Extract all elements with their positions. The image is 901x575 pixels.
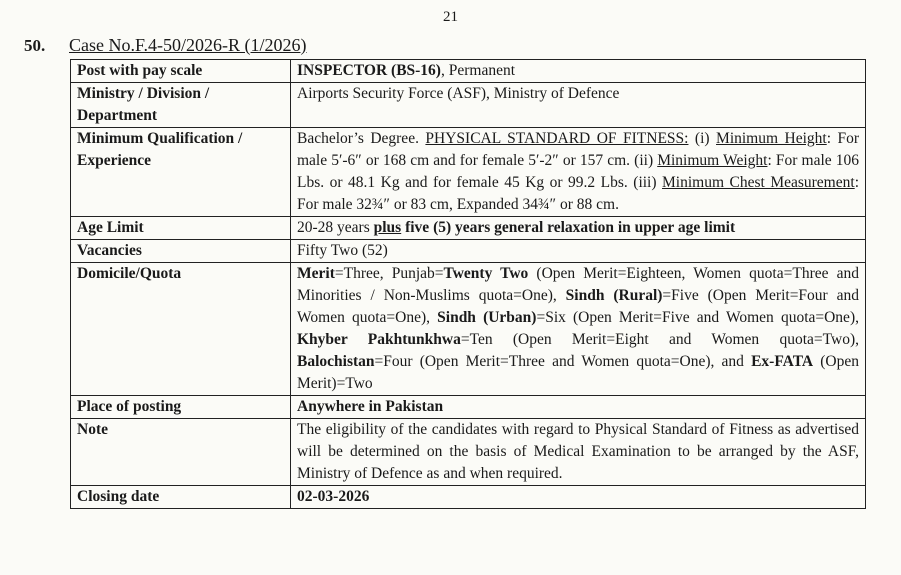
- domicile-segment: =Four (Open Merit=Three and Women quota=One), and: [374, 353, 752, 370]
- closing-label: Closing date: [71, 486, 291, 509]
- table-row: [71, 128, 866, 217]
- height-text: : For male 5′-6″ or 168 cm and for female 5′-2″ or 157 cm. (ii): [297, 130, 860, 169]
- domicile-segment: (Open Merit=Eighteen, Women quota=Three and Minorities / Non-Muslims quota=One),: [297, 265, 859, 304]
- domicile-segment: Merit: [297, 265, 335, 282]
- qualification-value: [291, 128, 866, 217]
- domicile-segment: =Ten (Open Merit=Eight and Women quota=Two),: [460, 331, 859, 348]
- weight-text: : For male 106 Lbs. or 48.1 Kg and for female 45 Kg or 99.2 Lbs. (iii): [297, 152, 860, 191]
- table-row: [71, 419, 866, 486]
- table-row: [71, 263, 866, 396]
- weight-label: Minimum Weight: [657, 152, 768, 169]
- domicile-segment: =Three, Punjab=: [334, 265, 444, 282]
- post-value: [291, 60, 866, 83]
- case-number: 50.: [24, 36, 46, 55]
- ministry-label: Ministry / Division / Department: [71, 83, 291, 128]
- qualification-label: Minimum Qualification / Experience: [71, 128, 291, 217]
- domicile-segment: Ex-FATA: [751, 353, 814, 370]
- note-value: The eligibility of the candidates with regard to Physical Standard of Fitness as advertised will be determined on the basis of Medical Examination to be arranged by the ASF, Ministry of Defence as and when required.: [291, 419, 866, 486]
- vacancies-label: Vacancies: [71, 240, 291, 263]
- ministry-value: Airports Security Force (ASF), Ministry of Defence: [291, 83, 866, 128]
- vacancies-value: Fifty Two (52): [291, 240, 866, 263]
- case-title: Case No.F.4-50/2026-R (1/2026): [69, 35, 307, 55]
- post-label: Post with pay scale: [71, 60, 291, 83]
- domicile-label: Domicile/Quota: [71, 263, 291, 396]
- age-value: [291, 217, 866, 240]
- closing-value: 02-03-2026: [291, 486, 866, 509]
- page-number: 21: [443, 9, 458, 25]
- domicile-value: [291, 263, 866, 396]
- fitness-part1: (i): [688, 130, 717, 147]
- posting-value: Anywhere in Pakistan: [291, 396, 866, 419]
- fitness-title: PHYSICAL STANDARD OF FITNESS:: [425, 130, 689, 147]
- table-row: [71, 60, 866, 83]
- post-title: INSPECTOR (BS-16): [297, 62, 441, 79]
- domicile-segment: Sindh (Rural): [565, 287, 663, 304]
- domicile-segment: Twenty Two: [443, 265, 529, 282]
- domicile-segment: (Open Merit)=Two: [297, 353, 859, 392]
- table-row: [71, 240, 866, 263]
- note-label: Note: [71, 419, 291, 486]
- age-part2: five (5) years general relaxation in upper age limit: [401, 219, 736, 236]
- table-row: [71, 217, 866, 240]
- posting-label: Place of posting: [71, 396, 291, 419]
- post-suffix: , Permanent: [440, 62, 516, 79]
- degree-text: Bachelor’s Degree.: [297, 130, 426, 147]
- height-label: Minimum Height: [716, 130, 827, 147]
- domicile-segment: Khyber Pakhtunkhwa: [297, 331, 461, 348]
- job-spec-table: [70, 59, 866, 509]
- age-plus: plus: [373, 219, 402, 236]
- age-part1: 20-28 years: [297, 219, 374, 236]
- table-row: [71, 486, 866, 509]
- chest-label: Minimum Chest Measurement: [662, 174, 855, 191]
- domicile-segment: =Six (Open Merit=Five and Women quota=One),: [536, 309, 859, 326]
- domicile-segment: Sindh (Urban): [437, 309, 537, 326]
- domicile-segment: =Five (Open Merit=Four and Women quota=One),: [297, 287, 859, 326]
- domicile-segment: Balochistan: [297, 353, 375, 370]
- table-row: [71, 396, 866, 419]
- age-label: Age Limit: [71, 217, 291, 240]
- table-row: [71, 83, 866, 128]
- chest-text: : For male 32¾″ or 83 cm, Expanded 34¾″ or 88 cm.: [297, 174, 859, 213]
